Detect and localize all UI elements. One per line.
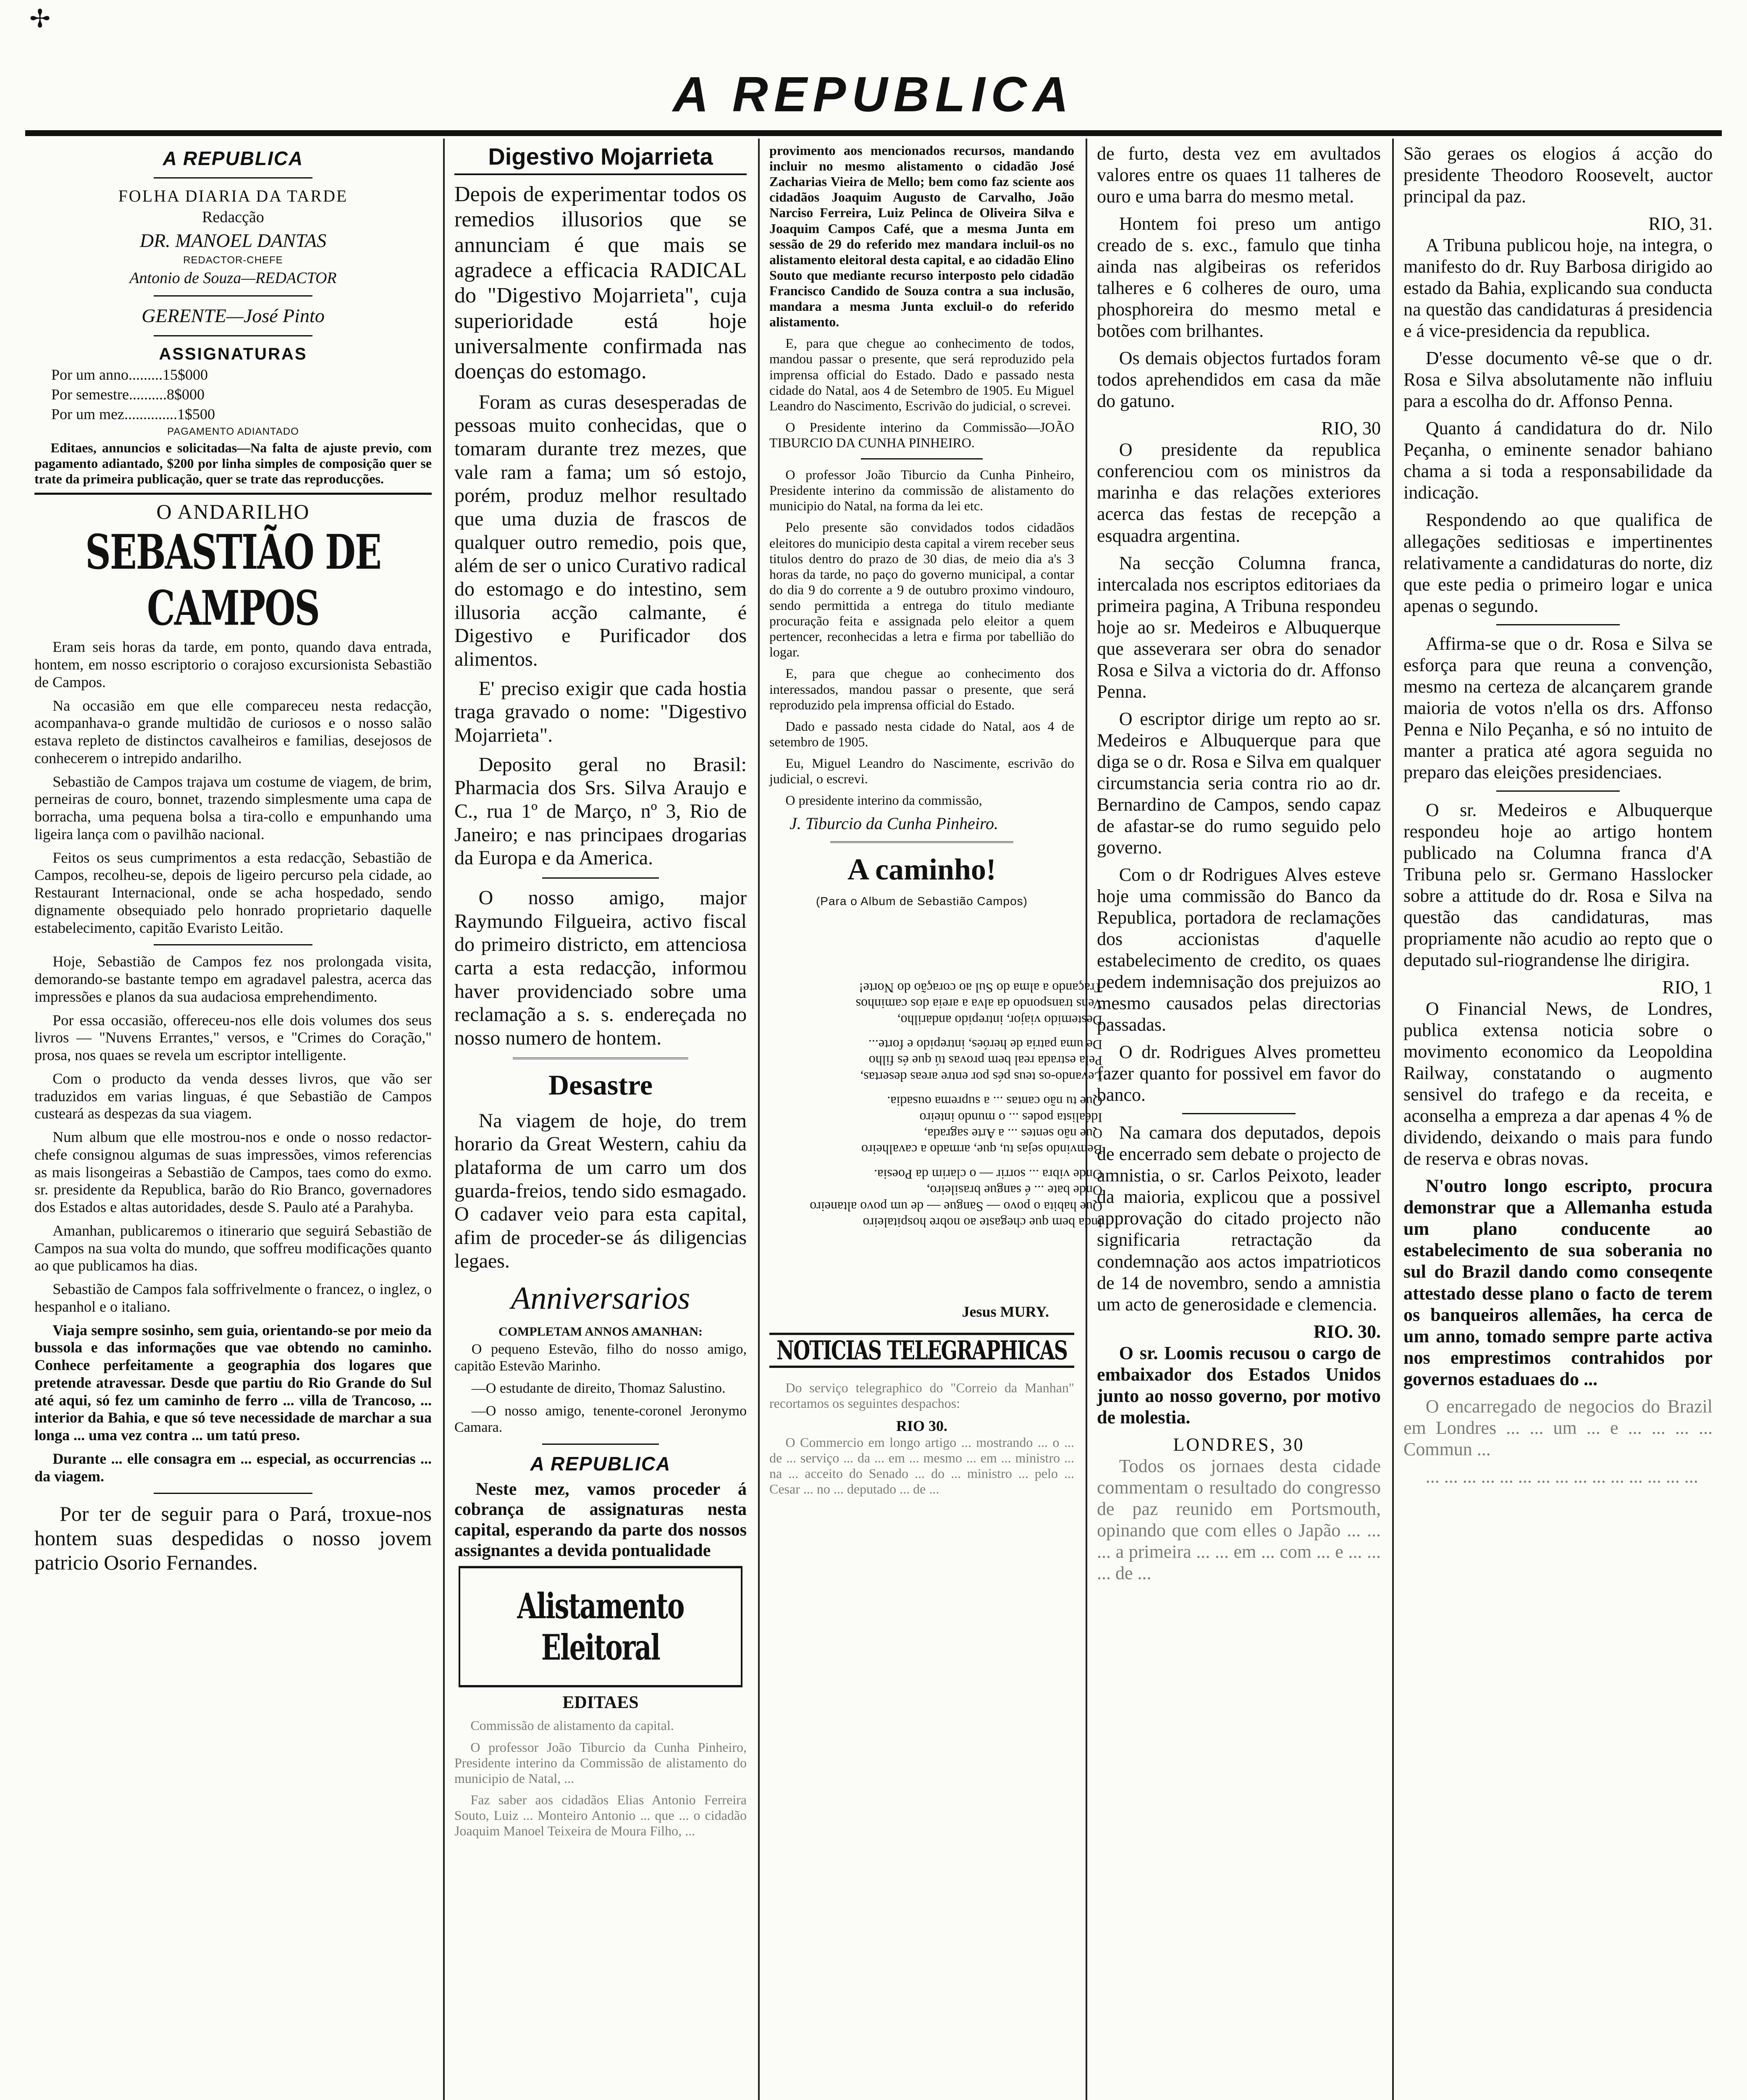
divider bbox=[154, 1493, 312, 1494]
divider bbox=[1496, 790, 1620, 792]
article-paragraph: Durante ... elle consagra em ... especial, as occurrencias ... da viagem. bbox=[34, 1450, 432, 1485]
edital-paragraph: O professor João Tiburcio da Cunha Pinheiro, Presidente interino da commissão de alistamento do municipio do Natal, na forma da lei etc. bbox=[769, 467, 1074, 514]
director-name: DR. MANOEL DANTAS bbox=[139, 229, 327, 251]
column-divider bbox=[1392, 139, 1394, 2100]
dateline: RIO. 30. bbox=[1313, 1321, 1381, 1342]
aniversario-item: —O nosso amigo, tenente-coronel Jeronymo Camara. bbox=[454, 1403, 747, 1436]
digestivo-paragraph: Foram as curas desesperadas de pessoas muito conhecidas, que o tomaram durante trez mezes, que vale ram a fama; um só estojo, porém, produz melhor resultado que uma duzia de frascos de qualquer outro remedio, pois que, além de ser o unico Curativo radical do estomago e do intestino, sem illusoria acção calmante, é Digestivo e Purificador dos alimentos. bbox=[454, 391, 747, 670]
poem-line: Que habita o povo — Sangue — de um povo altaneiro bbox=[810, 1199, 1102, 1214]
andarilho-name: SEBASTIÃO DE CAMPOS bbox=[85, 524, 381, 637]
news-paragraph: ... ... ... ... ... ... ... ... ... ... ... ... ... ... ... bbox=[1425, 1466, 1698, 1487]
news-paragraph: Respondendo ao que qualifica de allegações seditiosas e impertinentes relativamente a candidaturas do norte, diz que este pedia o primeiro logar e unica apenas o segundo. bbox=[1403, 509, 1713, 616]
news-paragraph: Quanto á candidatura do dr. Nilo Peçanha, o eminente senador bahiano chama a si toda a responsabilidade da indicação. bbox=[1403, 418, 1713, 503]
divider bbox=[1496, 624, 1620, 625]
poem-line: Pela estrada real bem provas tú que és filho bbox=[868, 1053, 1102, 1068]
edital-paragraph: Eu, Miguel Leandro do Nascimente, escrivão do judicial, o escrevi. bbox=[769, 755, 1074, 787]
price-line: Por um mez..............1$500 bbox=[51, 405, 215, 423]
rio-date: RIO 30. bbox=[896, 1417, 947, 1434]
desastre-title: Desastre bbox=[548, 1068, 653, 1101]
poem-line: Levando-os teus pés por entre areas desertas, bbox=[860, 1069, 1102, 1085]
price-line: Por um anno.........15$000 bbox=[51, 366, 208, 383]
editaes-title: EDITAES bbox=[562, 1693, 639, 1713]
news-paragraph: N'outro longo escripto, procura demonstrar que a Allemanha estuda um plano conducente ao estabelecimento de sua soberania no sul do Brazil dando como conseqente attestado desse plano o facto de terem os banqueiros allemães, ha cerca de um anno, tomado sempre parte activa nos emprestimos contrahidos por governos estaduaes do ... bbox=[1403, 1176, 1713, 1389]
poem-line bbox=[741, 1028, 1102, 1037]
article-paragraph: Eram seis horas da tarde, em ponto, quando dava entrada, hontem, em nosso escriptorio o corajoso excursionista Sebastião de Campos. bbox=[34, 638, 432, 690]
desastre-paragraph: Na viagem de hoje, do trem horario da Great Western, cahiu da plataforma de um carro um dos guarda-freios, tendo sido esmagado. O cadaver veio para esta capital, afim de proceder-se ás diligencias legaes. bbox=[454, 1109, 747, 1272]
telegraficas-paragraph: O Commercio em longo artigo ... mostrando ... o ... de ... serviço ... da ... em ... mesmo ... em ... ministro ... na ... acceito do Senado ... do ... ministro ... pelo ... Cesar ... no ... deputado ... de ... bbox=[769, 1434, 1074, 1497]
news-paragraph: Hontem foi preso um antigo creado de s. exc., famulo que tinha ainda nas algibeiras os referidos talheres e 6 colheres de ouro, uma phosphoreira do mesmo metal e botões com brilhantes. bbox=[1097, 213, 1381, 341]
republica-notice: Neste mez, vamos proceder á cobrança de assignaturas nesta capital, esperando da parte dos nossos assignantes a devida pontualidade bbox=[454, 1479, 747, 1560]
digestivo-paragraph: Depois de experimentar todos os remedios illusorios que se annunciam é que mais se agradece a efficacia RADICAL do "Digestivo Mojarrieta", cuja superioridade está hoje universalmente confirmada nas doenças do estomago. bbox=[454, 182, 747, 384]
aniversarios-title: Anniversarios bbox=[511, 1281, 690, 1316]
news-paragraph: Na secção Columna franca, intercalada nos escriptos editoriaes da primeira pagina, A Tribuna respondeu hoje ao sr. Medeiros e Albuquerque que asseverara ser obra do senador Rosa e Silva a victoria do dr. Affonso Penna. bbox=[1097, 552, 1381, 702]
article-paragraph: Com o producto da venda desses livros, que vão ser traduzidos em varias linguas, é que Sebastião de Campos custeará as despezas da sua viagem. bbox=[34, 1070, 432, 1122]
edital-paragraph: provimento aos mencionados recursos, mandando incluir no mesmo alistamento o cidadão José Zacharias Vieira de Mello; bem como faz sciente aos cidadãos Joaquim Augusto de Carvalho, João Narciso Ferreira, Luiz Pelinca de Oliveira Silva e Joaquim Campos Café, que a mesma Junta em sessão de 29 do referido mez mandara incluil-os no alistamento eleitoral desta capital, e ao cidadão Elino Souto que mediante recurso interposto pelo cidadão Francisco Candido de Souza contra a sua inclusão, mandara a mesma Junta excluil-o do referido alistamento. bbox=[769, 143, 1074, 330]
dateline: LONDRES, 30 bbox=[1173, 1434, 1305, 1455]
redactor-chefe-label: REDACTOR-CHEFE bbox=[183, 254, 283, 266]
digestivo-paragraph: Deposito geral no Brasil: Pharmacia dos Srs. Silva Araujo e C., rua 1º de Março, nº 3, Rio de Janeiro; e nas principaes drogarias da Europa e da America. bbox=[454, 753, 747, 869]
page-corner-mark: ✢ bbox=[29, 5, 51, 33]
divider bbox=[154, 177, 312, 178]
news-paragraph: Todos os jornaes desta cidade commentam o resultado do congresso de paz reunido em Portsmouth, opinando que com elles o Japão ... ... ... a primeira ... ... em ... com ... e ... ... ... de ... bbox=[1097, 1455, 1381, 1583]
masthead-rule bbox=[25, 130, 1722, 136]
masthead-title: A REPUBLICA bbox=[673, 67, 1074, 122]
digestivo-title: Digestivo Mojarrieta bbox=[454, 143, 747, 175]
poem-line: Inda bem que chegaste ao nobre hospitaleiro bbox=[863, 1215, 1102, 1231]
news-paragraph: São geraes os elogios á acção do presidente Theodoro Roosevelt, auctor principal da paz. bbox=[1403, 143, 1713, 207]
divider bbox=[154, 944, 312, 945]
news-paragraph: de furto, desta vez em avultados valores entre os quaes 11 talheres de ouro e uma barra do mesmo metal. bbox=[1097, 143, 1381, 207]
article-paragraph: Sebastião de Campos fala soffrivelmente o francez, o inglez, o hespanhol e o italiano. bbox=[34, 1281, 432, 1315]
dateline: RIO, 1 bbox=[1662, 977, 1713, 998]
article-paragraph: Num album que elle mostrou-nos e onde o nosso redactor-chefe consignou algumas de suas impressões, vimos referencias as mais lisongeiras a Sebastião de Campos, taes como do exmo. sr. presidente da Republica, barão do Rio Branco, governadores dos Estados e altas autoridades, desde S. Paulo até a Parahyba. bbox=[34, 1129, 432, 1216]
poem-line: Vens transpondo da alva a areia dos caminhos bbox=[855, 996, 1102, 1012]
poem-line: Que tu não cantas ... a suprema ousadia. bbox=[887, 1094, 1102, 1109]
completam-label: COMPLETAM ANNOS AMANHAN: bbox=[498, 1325, 703, 1339]
divider bbox=[34, 493, 432, 495]
news-paragraph: O encarregado de negocios do Brazil em Londres ... ... um ... e ... ... ... ... Commun ... bbox=[1403, 1396, 1713, 1460]
aniversario-item: —O estudante de direito, Thomaz Salustino. bbox=[471, 1381, 726, 1396]
divider bbox=[861, 458, 983, 459]
news-paragraph: O sr. Medeiros e Albuquerque respondeu hoje ao artigo hontem publicado na Columna franca d'A Tribuna pelo sr. Germano Hasslocker sobre a attitude do dr. Rosa e Silva na questão das candidaturas, mas propriamente não acudio ao repto que o deputado sul-riograndense lhe dirigira. bbox=[1403, 799, 1713, 971]
editaes-paragraph: Commissão de alistamento da capital. bbox=[470, 1718, 674, 1733]
edital-paragraph: Pelo presente são convidados todos cidadãos eleitores do municipio desta capital a virem receber seus titulos dentro do prazo de 30 dias, de meio dia a's 3 horas da tarde, no paço do governo municipal, a contar do dia 9 do corrente a 9 de outubro proximo vindouro, sendo permittida a entrega do titulo mediante procuração feita e assignada pelo eleitor a quem pertencer, reconhecidas a letra e firma por tabellião do logar. bbox=[769, 520, 1074, 660]
redactor-name: Antonio de Souza—REDACTOR bbox=[129, 269, 337, 287]
editaes-notice: Editaes, annuncios e solicitadas—Na falta de ajuste previo, com pagamento adiantado, $200 por linha simples de composição quer se trate da primeira publicação, quer se trate das reproducções. bbox=[34, 440, 432, 487]
news-paragraph: O presidente da republica conferenciou com os ministros da marinha e das relações exteriores acerca das festas de recepção a esquadra argentina. bbox=[1097, 439, 1381, 546]
article-paragraph: Hoje, Sebastião de Campos fez nos prolongada visita, demorando-se bastante tempo em agradavel palestra, acerca das impressões e planos da sua audaciosa emprehendimento. bbox=[34, 953, 432, 1005]
alistamento-title: Alistamento Eleitoral bbox=[459, 1566, 742, 1688]
article-paragraph: Amanhan, publicaremos o itinerario que seguirá Sebastião de Campos na sua volta do mundo, que soffreu modificações quanto ao que publicamos ha dias. bbox=[34, 1222, 432, 1274]
gerente-name: GERENTE—José Pinto bbox=[142, 305, 325, 327]
price-line: Por semestre..........8$000 bbox=[51, 386, 205, 403]
edital-paragraph: E, para que chegue ao conhecimento dos interessados, mandou passar o presente, que será reproduzido pela imprensa official do Estado. bbox=[769, 666, 1074, 712]
paper-name: A REPUBLICA bbox=[163, 147, 304, 169]
edital-paragraph: E, para que chegue ao conhecimento de todos, mandou passar o presente, que será reproduzido pela imprensa official do Estado. Dado e passado nesta cidade do Natal, aos 4 de Setembro de 1905. Eu Miguel Leandro do Nascimento, Escrivão do judicial, o screvei. bbox=[769, 336, 1074, 413]
aniversario-item: O pequeno Estevão, filho do nosso amigo, capitão Estevão Marinho. bbox=[454, 1341, 747, 1374]
news-paragraph: O sr. Loomis recusou o cargo de embaixador dos Estados Unidos junto ao nosso governo, por motivo de molestia. bbox=[1097, 1342, 1381, 1428]
poem-line bbox=[741, 1085, 1102, 1093]
poem-block bbox=[769, 916, 1102, 1294]
divider bbox=[154, 335, 312, 336]
news-paragraph: O Financial News, de Londres, publica extensa noticia sobre o movimento economico da Leopoldina Railway, constatando o augmento sensivel do trafego e da receita, e aconselha a empreza a dar apenas 4 % de dividendo, deixando o mais para fundo de reserva e obras novas. bbox=[1403, 998, 1713, 1169]
article-paragraph: Na occasião em que elle compareceu nesta redacção, acompanhava-o grande multidão de curiosos e o nosso salão estava repleto de distinctos cavalheiros e familias, desejosos de conhecerem o intrepido andarilho. bbox=[34, 697, 432, 766]
news-paragraph: Com o dr Rodrigues Alves esteve hoje uma commissão do Banco da Republica, portadora de reclamações dos accionistas d'aquelle estabelecimento de credito, os quaes pedem indemnisação dos prejuizos ao mesmo causados pelas directorias passadas. bbox=[1097, 864, 1381, 1035]
divider bbox=[830, 841, 1013, 845]
assignaturas-heading: ASSIGNATURAS bbox=[159, 344, 307, 363]
column-3 bbox=[760, 139, 1102, 2100]
poem-line: Destemido viajor, intrepido andarilho, bbox=[897, 1013, 1102, 1028]
poem-line: Onde vibra ... sorrir — o clarim da Poesia. bbox=[874, 1167, 1102, 1182]
amigo-note: O nosso amigo, major Raymundo Filgueira, activo fiscal do primeiro districto, em attenciosa carta a esta redacção, informou haver providenciado sobre uma reclamação a s. s. endereçada no nosso numero de hontem. bbox=[454, 886, 747, 1049]
edital-paragraph: Dado e passado nesta cidade do Natal, aos 4 de setembro de 1905. bbox=[769, 718, 1074, 749]
divider bbox=[513, 1058, 688, 1061]
divider bbox=[542, 1444, 659, 1445]
dateline: RIO, 30 bbox=[1321, 418, 1381, 439]
poem-line: Bemvindo sejas tu, que, armado a cavalheiro bbox=[861, 1142, 1102, 1158]
news-paragraph: D'esse documento vê-se que o dr. Rosa e Silva absolutamente não influiu para a escolha do dr. Affonso Penna. bbox=[1403, 348, 1713, 412]
column-5 bbox=[1394, 139, 1722, 2100]
poem-line: Traçando a alma do Sul ao coração do Norte! bbox=[859, 980, 1102, 996]
pagamento-label: PAGAMENTO ADIANTADO bbox=[167, 426, 299, 438]
column-4 bbox=[1088, 139, 1390, 2100]
newspaper-page bbox=[25, 0, 1722, 2100]
caminho-subtitle: (Para o Album de Sebastião Campos) bbox=[816, 894, 1028, 908]
poem-rotated bbox=[741, 980, 1102, 1231]
dateline: RIO, 31. bbox=[1648, 213, 1713, 234]
andarilho-title: O ANDARILHO bbox=[156, 500, 310, 524]
edital-paragraph: O presidente interino da commissão, bbox=[785, 793, 982, 808]
news-paragraph: O escriptor dirige um repto ao sr. Medeiros e Albuquerque para que diga se o dr. Rosa e Silva em qualquer circumstancia seria contra rio ao dr. Bernardino de Campos, sendo capaz de afastar-se do rumo seguido pelo governo. bbox=[1097, 708, 1381, 858]
news-paragraph: O dr. Rodrigues Alves prometteu fazer quanto for possivel em favor do banco. bbox=[1097, 1042, 1381, 1105]
divider bbox=[542, 877, 659, 879]
poem-line: Que não sentes ... a Arte sagrada, bbox=[924, 1126, 1102, 1142]
column-1 bbox=[25, 139, 441, 2100]
divider bbox=[154, 295, 312, 297]
article-paragraph: Sebastião de Campos trajava um costume de viagem, de brim, perneiras de couro, bonnet, trazendo simplesmente uma capa de borracha, uma pequena bolsa a tira-collo e empunhando uma ligeira lança com o pavilhão nacional. bbox=[34, 773, 432, 843]
osorio-note: Por ter de seguir para o Pará, troxue-nos hontem suas despedidas o nosso jovem patricio Osorio Fernandes. bbox=[34, 1502, 432, 1575]
republica-title: A REPUBLICA bbox=[530, 1452, 671, 1475]
news-paragraph: A Tribuna publicou hoje, na integra, o manifesto do dr. Ruy Barbosa dirigido ao estado da Bahia, explicando sua conducta na questão das candidaturas á presidencia e á vice-presidencia da republica. bbox=[1403, 235, 1713, 341]
editaes-paragraph: Faz saber aos cidadãos Elias Antonio Ferreira Souto, Luiz ... Monteiro Antonio ... que ... o cidadão Joaquim Manoel Teixeira de Moura Filho, ... bbox=[454, 1792, 747, 1839]
telegraficas-intro: Do serviço telegraphico do "Correio da Manhan" recortamos os seguintes despachos: bbox=[769, 1380, 1074, 1411]
column-divider bbox=[443, 139, 445, 2100]
paper-subtitle: FOLHA DIARIA DA TARDE bbox=[118, 186, 348, 205]
column-2 bbox=[445, 139, 756, 2100]
telegraficas-title: NOTICIAS TELEGRAPHICAS bbox=[769, 1333, 1074, 1368]
news-paragraph: Os demais objectos furtados foram todos aprehendidos em casa da mãe do gatuno. bbox=[1097, 348, 1381, 412]
edital-signature: J. Tiburcio da Cunha Pinheiro. bbox=[790, 814, 999, 833]
news-paragraph: Affirma-se que o dr. Rosa e Silva se esforça para que reuna a convenção, mesmo na certeza de alcançarem grande maioria de votos n'ella os drs. Affonso Penna e Nilo Peçanha, e só no intuito de manter a pratica até agora seguida no preparo das eleições presidenciaes. bbox=[1403, 633, 1713, 782]
poem-line: Onde bate ... é sangue brasileiro, bbox=[926, 1183, 1102, 1198]
poem-line: De uma patria de heróes, intrepido e forte... bbox=[868, 1037, 1102, 1053]
edital-signature: O Presidente interino da Commissão—JOÃO TIBURCIO DA CUNHA PINHEIRO. bbox=[769, 419, 1074, 450]
redacao-label: Redacção bbox=[202, 208, 264, 226]
article-paragraph: Feitos os seus cumprimentos a esta redacção, Sebastião de Campos, recolheu-se, depois de ligeiro percurso pela cidade, ao Restaurant Internacional, onde se acha hospedado, sendo dignamente obsequiado pelo honrado proprietario daquelle estabelecimento, capitão Evaristo Leitão. bbox=[34, 849, 432, 936]
divider bbox=[1182, 1113, 1296, 1114]
news-paragraph: Na camara dos deputados, depois de encerrado sem debate o projecto de amnistia, o sr. Carlos Peixoto, leader da maioria, explicou que a possivel approvação do citado projecto não significaria retractação da condemnação aos actos impatrioticos de 14 de novembro, sendo a amnistia um acto de generosidade e clemencia. bbox=[1097, 1122, 1381, 1315]
article-paragraph: Por essa occasião, offereceu-nos elle dois volumes dos seus livros — "Nuvens Errantes," versos, e "Crimes do Coração," prosa, nos quaes se revela um escriptor intelligente. bbox=[34, 1011, 432, 1064]
poem-signature: Jesus MURY. bbox=[962, 1303, 1049, 1320]
poem-line: Idéalista podes ... o mundo inteiro bbox=[919, 1110, 1102, 1126]
digestivo-paragraph: E' preciso exigir que cada hostia traga gravado o nome: "Digestivo Mojarrieta". bbox=[454, 677, 747, 746]
poem-line bbox=[741, 1158, 1102, 1166]
article-paragraph: Viaja sempre sosinho, sem guia, orientando-se por meio da bussola e das informações que vae obtendo no caminho. Conhece perfeitamente a geographia dos logares que pretende atravessar. Desde que partiu do Rio Grande do Sul até aqui, só fez um caminho de ferro ... villa de Trancoso, ... interior da Bahia, e que só teve necessidade de marchar a sua longa ... uma vez contra ... um tatú preso. bbox=[34, 1321, 432, 1444]
caminho-title: A caminho! bbox=[847, 852, 997, 886]
editaes-paragraph: O professor João Tiburcio da Cunha Pinheiro, Presidente interino da Commissão de alistamento do municipio de Natal, ... bbox=[454, 1739, 747, 1786]
